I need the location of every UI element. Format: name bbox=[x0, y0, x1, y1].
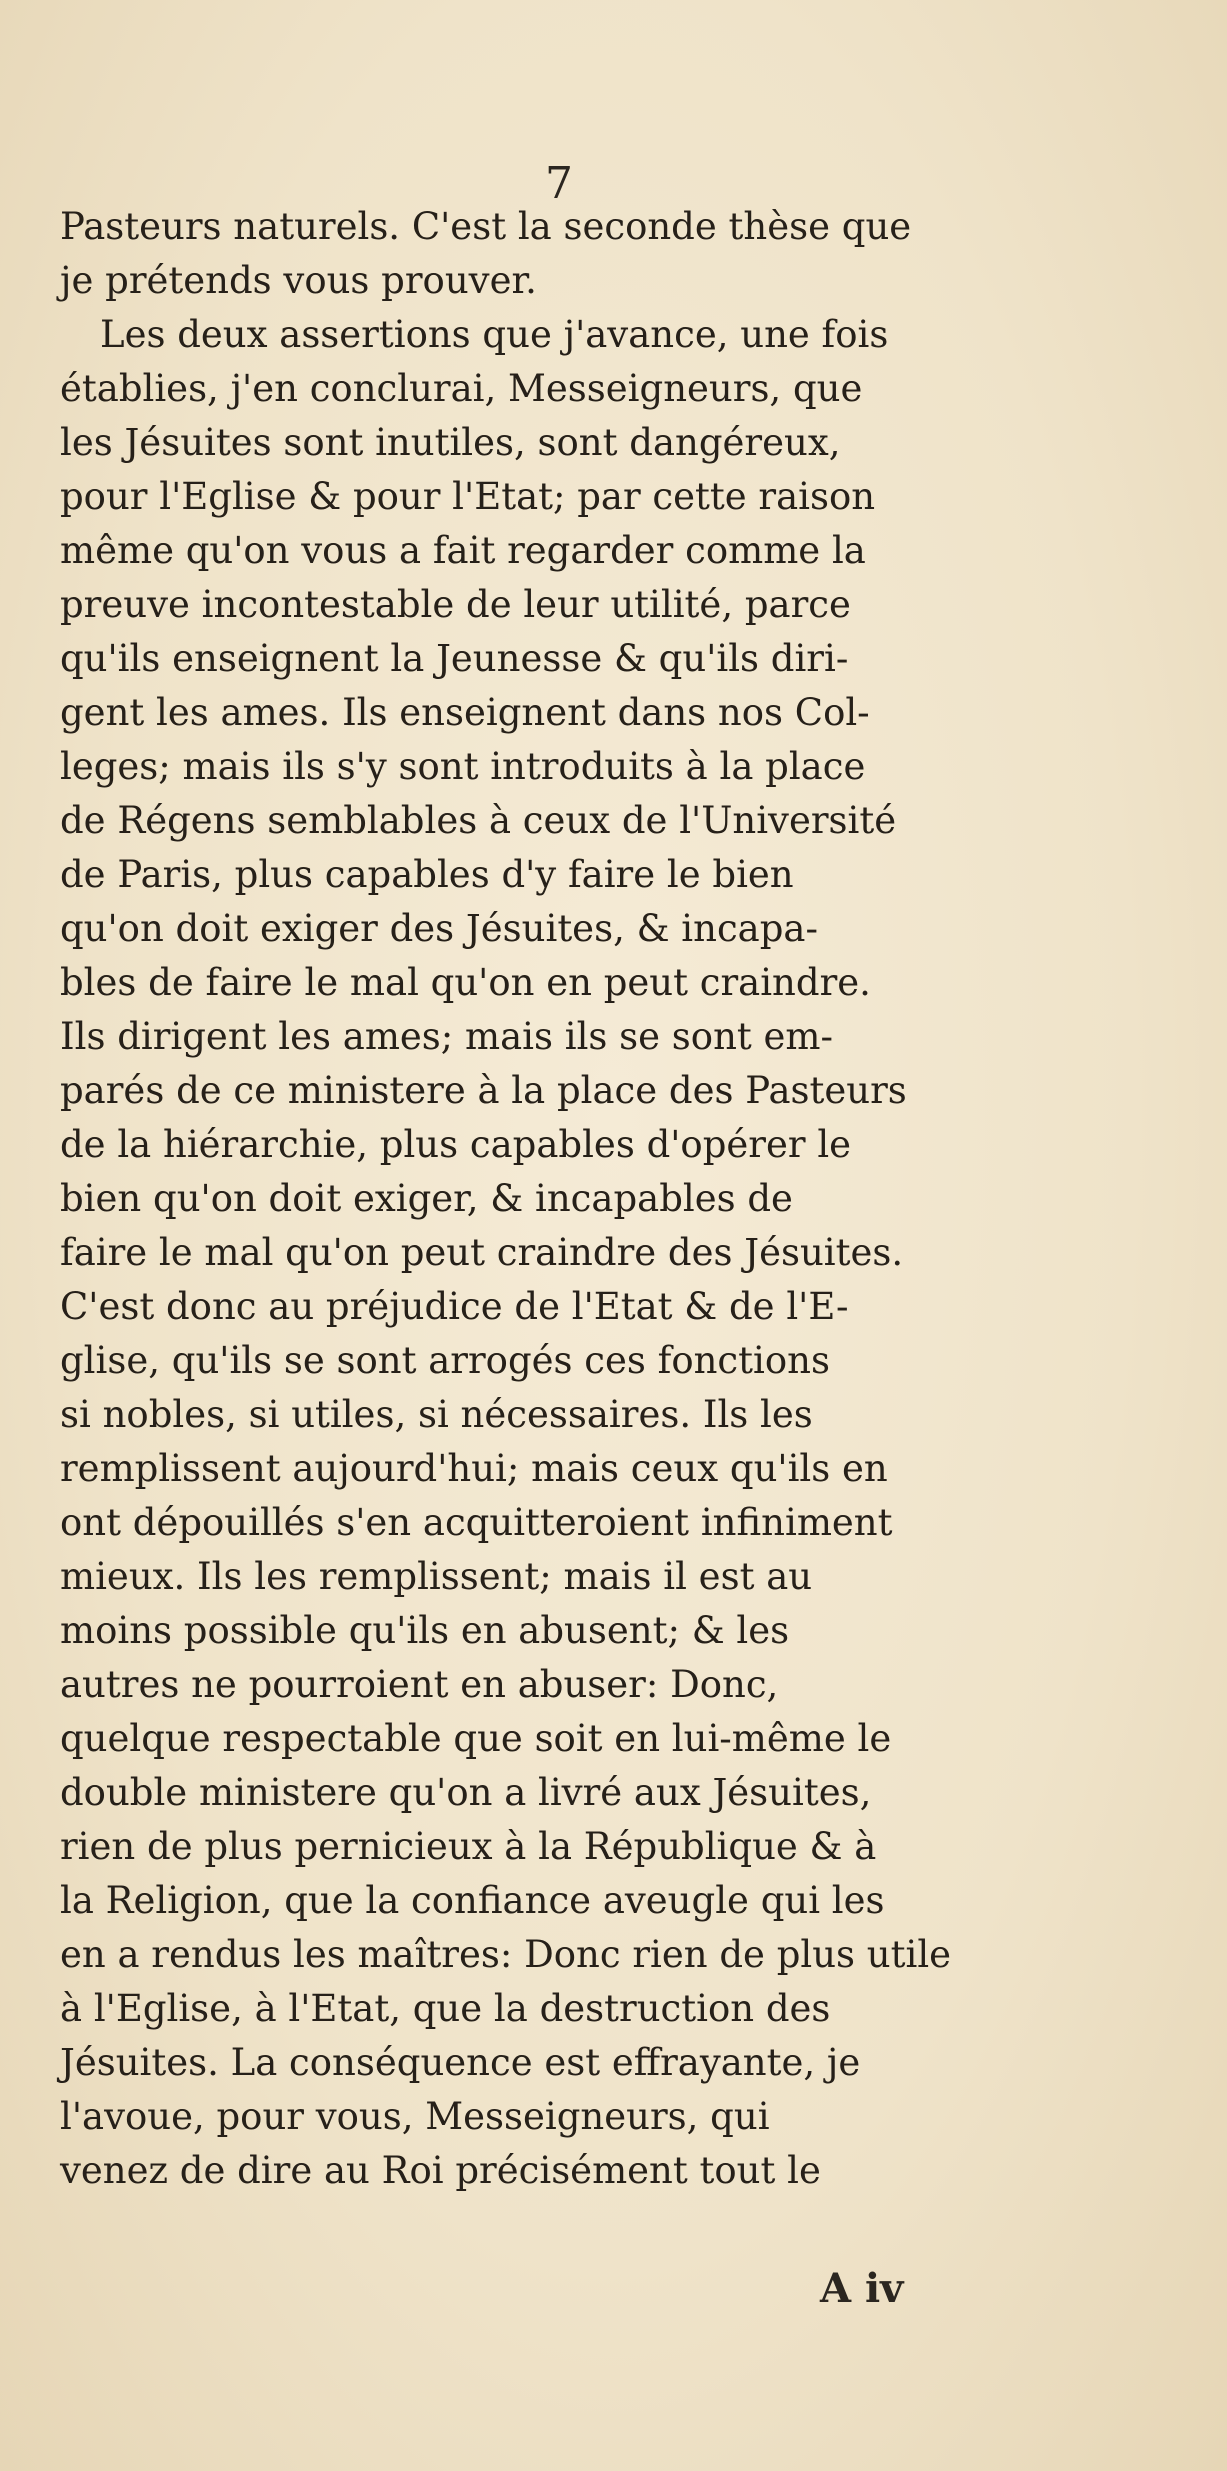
text-line: qu'on doit exiger des Jésuites, & incapa- bbox=[60, 907, 818, 950]
text-line: Jésuites. La conséquence est effrayante, je bbox=[60, 2041, 861, 2084]
text-line: remplissent aujourd'hui; mais ceux qu'ils en bbox=[60, 1447, 888, 1490]
text-line: les Jésuites sont inutiles, sont dangéreux, bbox=[60, 421, 841, 464]
text-line: gent les ames. Ils enseignent dans nos Col- bbox=[60, 691, 870, 734]
text-line: Les deux assertions que j'avance, une fois bbox=[100, 313, 889, 356]
text-line: parés de ce ministere à la place des Pasteurs bbox=[60, 1069, 907, 1112]
text-line: si nobles, si utiles, si nécessaires. Ils les bbox=[60, 1393, 813, 1436]
text-line: rien de plus pernicieux à la République & à bbox=[60, 1825, 877, 1868]
text-line: glise, qu'ils se sont arrogés ces fonctions bbox=[60, 1339, 830, 1382]
body-text bbox=[60, 200, 1060, 2198]
text-line: mieux. Ils les remplissent; mais il est au bbox=[60, 1555, 813, 1598]
text-line: preuve incontestable de leur utilité, parce bbox=[60, 583, 851, 626]
text-line: moins possible qu'ils en abusent; & les bbox=[60, 1609, 790, 1652]
text-line: Pasteurs naturels. C'est la seconde thèse que bbox=[60, 205, 912, 248]
text-line: qu'ils enseignent la Jeunesse & qu'ils diri- bbox=[60, 637, 849, 680]
text-line: à l'Eglise, à l'Etat, que la destruction des bbox=[60, 1987, 831, 2030]
text-line: je prétends vous prouver. bbox=[60, 259, 537, 302]
text-line: faire le mal qu'on peut craindre des Jésuites. bbox=[60, 1231, 904, 1274]
page-number: 7 bbox=[545, 158, 573, 209]
text-line: Ils dirigent les ames; mais ils se sont em- bbox=[60, 1015, 834, 1058]
text-line: de la hiérarchie, plus capables d'opérer le bbox=[60, 1123, 852, 1166]
text-line: bien qu'on doit exiger, & incapables de bbox=[60, 1177, 793, 1220]
signature-mark: A iv bbox=[820, 2265, 904, 2312]
text-line: autres ne pourroient en abuser: Donc, bbox=[60, 1663, 779, 1706]
text-line: bles de faire le mal qu'on en peut craindre. bbox=[60, 961, 871, 1004]
text-line: même qu'on vous a fait regarder comme la bbox=[60, 529, 866, 572]
text-line: l'avoue, pour vous, Messeigneurs, qui bbox=[60, 2095, 770, 2138]
text-line: C'est donc au préjudice de l'Etat & de l'E- bbox=[60, 1285, 849, 1328]
text-line: de Régens semblables à ceux de l'Université bbox=[60, 799, 897, 842]
text-line: quelque respectable que soit en lui-même le bbox=[60, 1717, 892, 1760]
text-line: en a rendus les maîtres: Donc rien de plus utile bbox=[60, 1933, 952, 1976]
text-line: double ministere qu'on a livré aux Jésuites, bbox=[60, 1771, 872, 1814]
text-line: pour l'Eglise & pour l'Etat; par cette raison bbox=[60, 475, 876, 518]
text-line: établies, j'en conclurai, Messeigneurs, que bbox=[60, 367, 863, 410]
text-line: de Paris, plus capables d'y faire le bien bbox=[60, 853, 794, 896]
text-line: ont dépouillés s'en acquitteroient infiniment bbox=[60, 1501, 893, 1544]
text-line: venez de dire au Roi précisément tout le bbox=[60, 2149, 821, 2192]
text-line: leges; mais ils s'y sont introduits à la place bbox=[60, 745, 866, 788]
text-line: la Religion, que la confiance aveugle qui les bbox=[60, 1879, 885, 1922]
